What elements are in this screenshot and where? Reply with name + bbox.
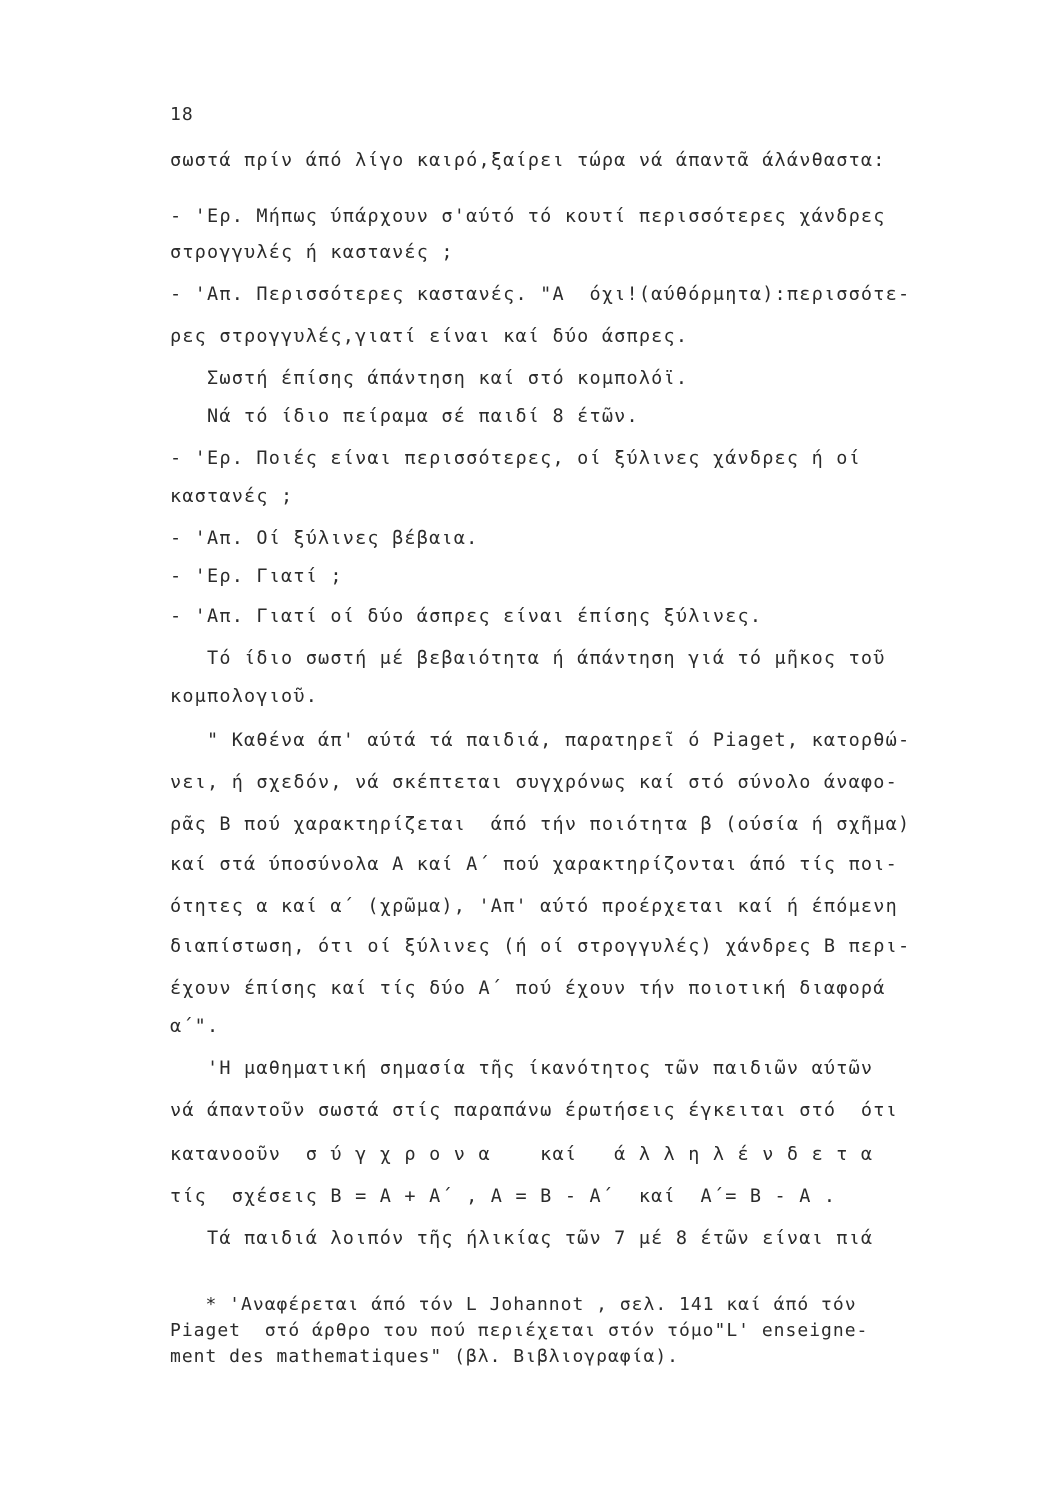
body-line: - 'Ερ. Μήπως ύπάρχουν σ'αύτό τό κουτί περισσότερες χάνδρες (170, 206, 886, 227)
body-line: διαπίστωση, ότι οί ξύλινες (ή οί στρογγυλές) χάνδρες Β περι- (170, 936, 911, 957)
body-line: κατανοοῦν σ ύ γ χ ρ ο ν α καί ά λ λ η λ έ ν δ ε τ α (170, 1144, 874, 1165)
body-line: κομπολογιοῦ. (170, 686, 319, 707)
body-line: Τό ίδιο σωστή μέ βεβαιότητα ή άπάντηση γιά τό μῆκος τοῦ (170, 648, 886, 669)
footnote-line: Piaget στό άρθρο του πού περιέχεται στόν τόμο"L' enseigne- (170, 1320, 869, 1341)
body-line: Σωστή έπίσης άπάντηση καί στό κομπολόϊ. (170, 368, 689, 389)
body-line: νά άπαντοῦν σωστά στίς παραπάνω έρωτήσεις έγκειται στό ότι (170, 1100, 898, 1121)
body-line: 'Η μαθηματική σημασία τῆς ίκανότητος τῶν παιδιῶν αύτῶν (170, 1058, 874, 1079)
body-line: ότητες α καί α΄ (χρῶμα), 'Απ' αύτό προέρχεται καί ή έπόμενη (170, 896, 898, 917)
body-line: ρᾶς Β πού χαρακτηρίζεται άπό τήν ποιότητα β (ούσία ή σχῆμα) (170, 814, 911, 835)
body-line: " Καθένα άπ' αύτά τά παιδιά, παρατηρεῖ ό Piaget, κατορθώ- (170, 730, 911, 751)
footnote-line: * 'Αναφέρεται άπό τόν L Johannot , σελ. 141 καί άπό τόν (170, 1294, 857, 1315)
body-line: νει, ή σχεδόν, νά σκέπτεται συγχρόνως καί στό σύνολο άναφο- (170, 772, 898, 793)
body-line: ρες στρογγυλές,γιατί είναι καί δύο άσπρες. (170, 326, 689, 347)
footnote-line: ment des mathematiques" (βλ. Βιβλιογραφία). (170, 1346, 679, 1367)
page-number: 18 (170, 104, 194, 125)
body-line: σωστά πρίν άπό λίγο καιρό,ξαίρει τώρα νά άπαντᾶ άλάνθαστα: (170, 150, 886, 171)
body-line: Τά παιδιά λοιπόν τῆς ήλικίας τῶν 7 μέ 8 έτῶν είναι πιά (170, 1228, 874, 1249)
body-line: - 'Απ. Περισσότερες καστανές. "Α όχι!(αύθόρμητα):περισσότε- (170, 284, 911, 305)
body-line: Νά τό ίδιο πείραμα σέ παιδί 8 έτῶν. (170, 406, 639, 427)
body-line: καστανές ; (170, 486, 294, 507)
body-line: - 'Απ. Γιατί οί δύο άσπρες είναι έπίσης ξύλινες. (170, 606, 763, 627)
body-line: - 'Ερ. Γιατί ; (170, 566, 343, 587)
body-line: τίς σχέσεις Β = Α + Α΄ , Α = Β - Α΄ καί Α΄= Β - Α . (170, 1186, 837, 1207)
body-line: - 'Απ. Οί ξύλινες βέβαια. (170, 528, 479, 549)
body-line: έχουν έπίσης καί τίς δύο Α΄ πού έχουν τήν ποιοτική διαφορά (170, 978, 886, 999)
body-line: α΄". (170, 1016, 220, 1037)
body-line: καί στά ύποσύνολα Α καί Α΄ πού χαρακτηρίζονται άπό τίς ποι- (170, 854, 898, 875)
body-line: - 'Ερ. Ποιές είναι περισσότερες, οί ξύλινες χάνδρες ή οί (170, 448, 861, 469)
body-line: στρογγυλές ή καστανές ; (170, 242, 454, 263)
